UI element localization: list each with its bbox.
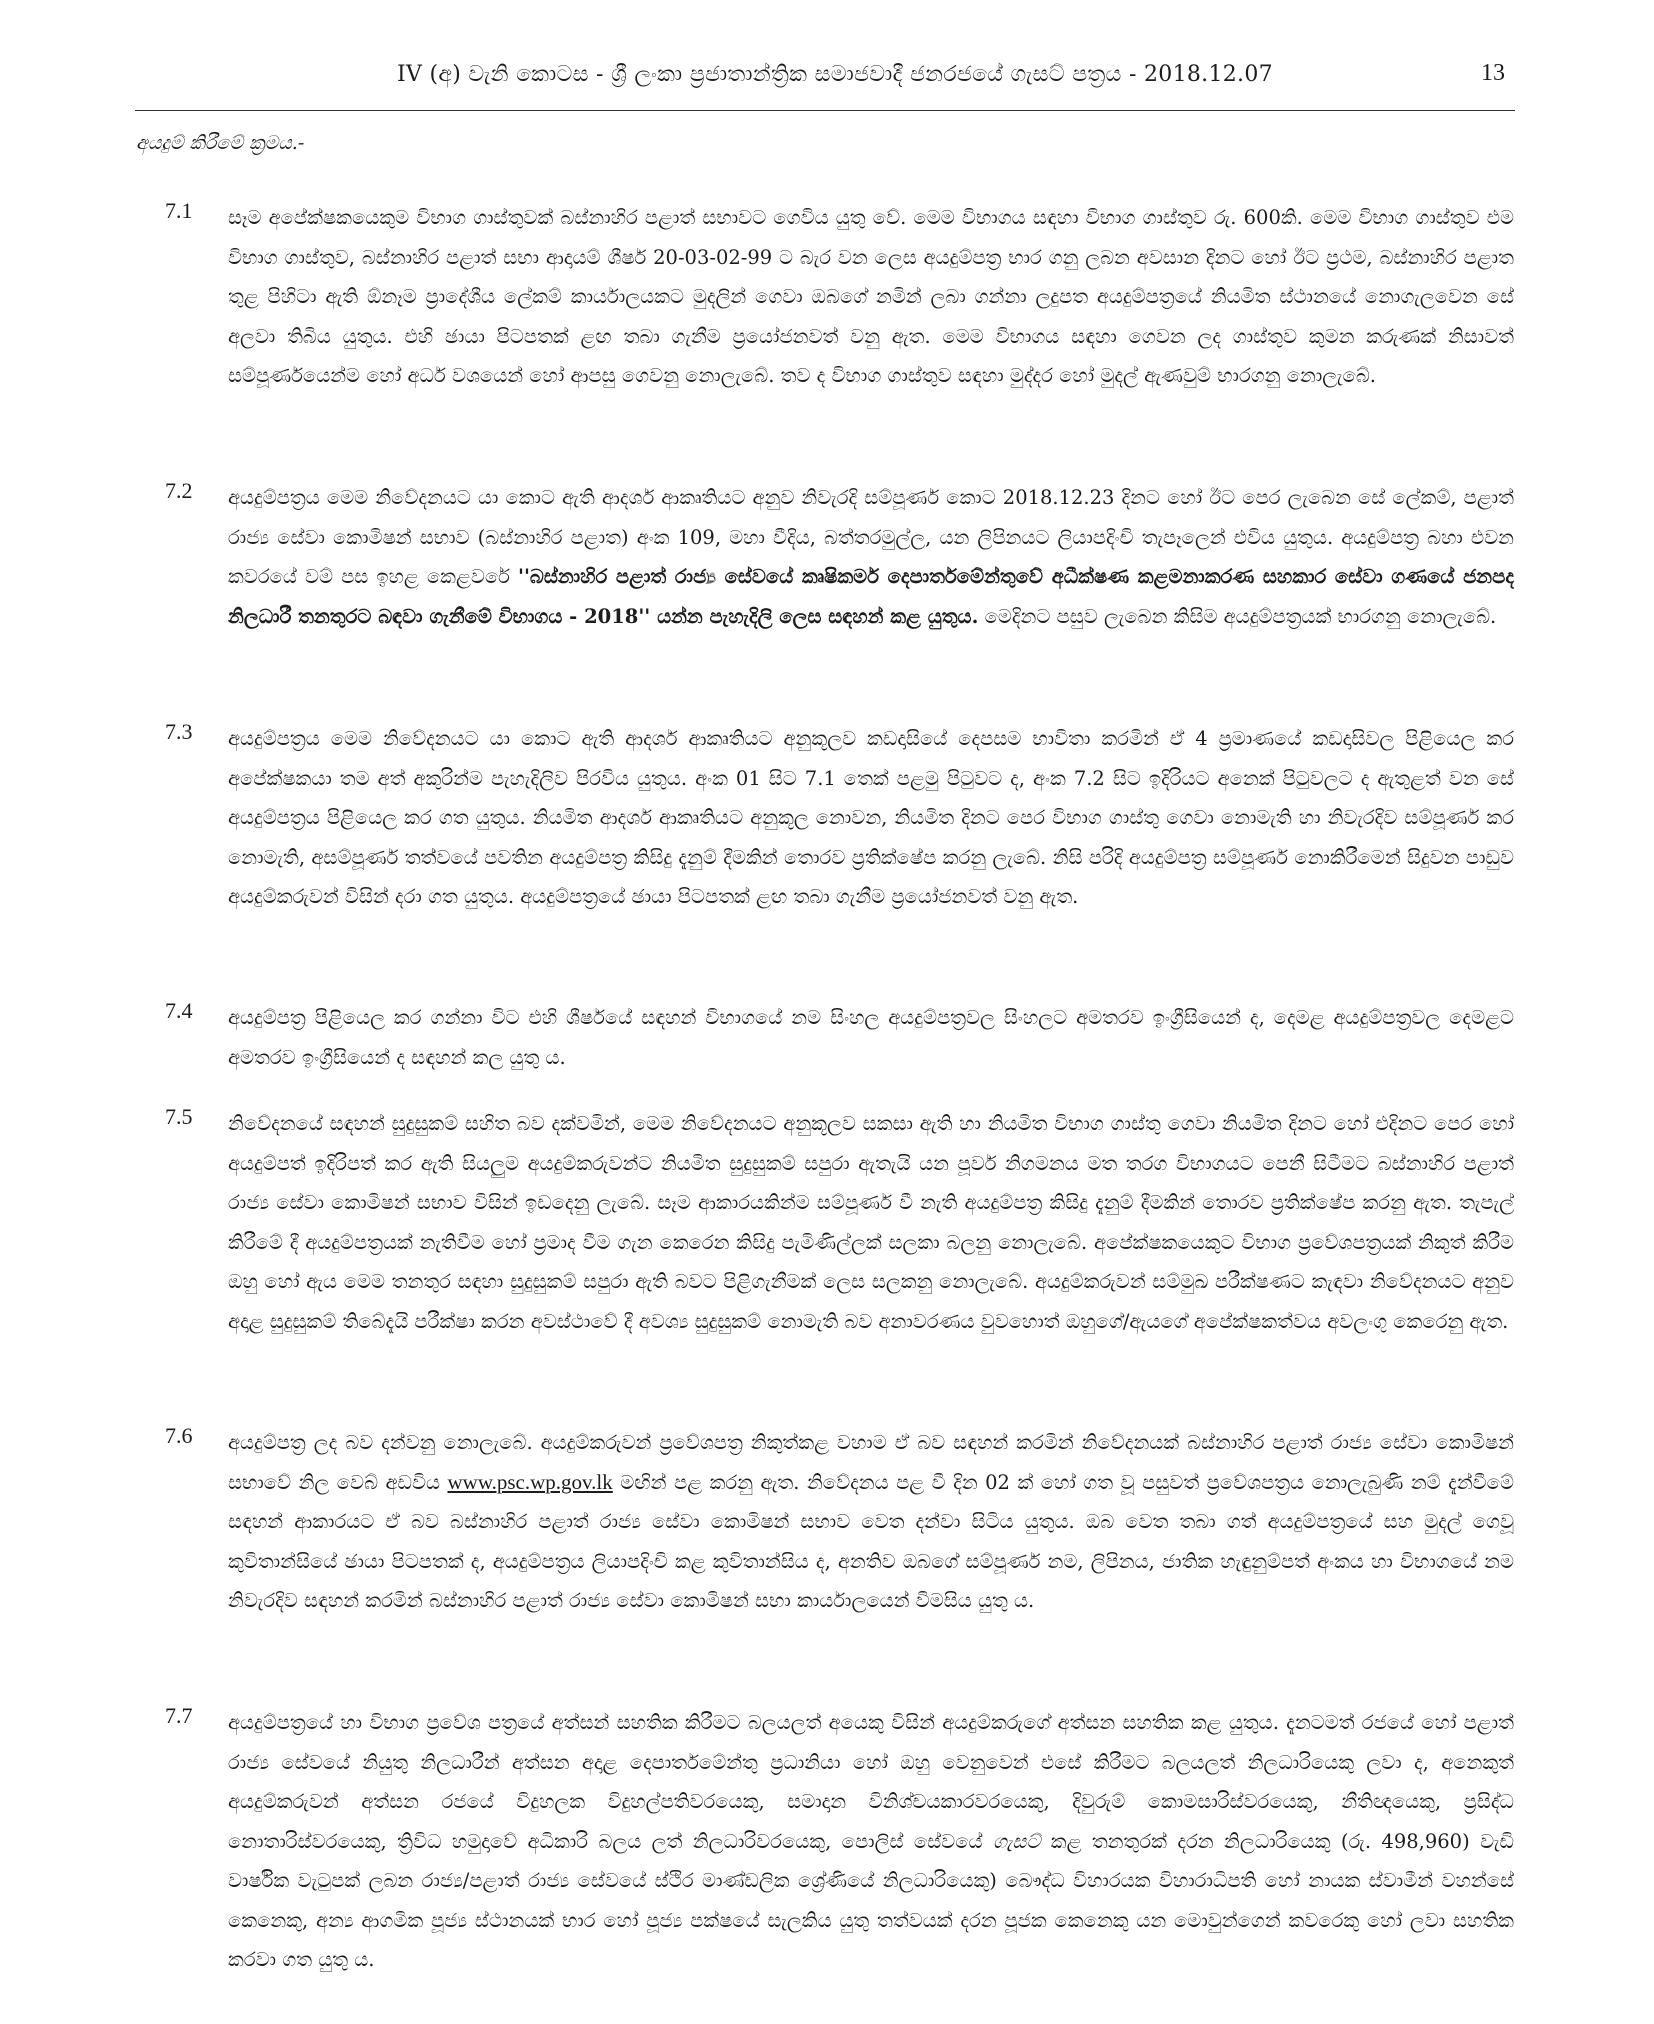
paragraph-text-part: මඟින් පළ කරනු ඇත. නිවේදනය පළ වී දින 02 ක් හෝ ගත වූ පසුවත් ප්‍රවේශපත්‍රය නොලැබුණි නම් දැන්වීමේ සඳහන් ආකාරයට ඒ බව බස්නාහිර පළාත් රාජ්‍ය සේවා කොමිෂන් සභාව වෙත දන්වා සිටිය යුතුය. ඔබ වෙත තබා ගත් අයදුම්පත්‍රයේ සහ මුදල් ගෙවූ කුවිතාන්සියේ ඡායා පිටපතක් ද, අයදුම්පත්‍රය ලියාපදිංචි කළ කුවිතාන්සිය ද, අනතිව ඔබගේ සම්පූර්ණ නම, ලිපිනය, ජාතික හැඳුනුම්පත් අංකය හා විභාගයේ නම නිවැරදිව සඳහන් කරමින් බස්නාහිර පළාත් රාජ්‍ය සේවා කොමිෂන් සභා කාර්යාලයෙන් විමසිය යුතු ය. <box>228 1470 1514 1612</box>
paragraph-text: අයදුම්පත්‍රය මෙම නිවේදනයට යා කොට ඇති ආදර්ශ ආකෘතියට අනුකූලව කඩදාසියේ දෙපසම භාවිතා කරමින් ඒ 4 ප්‍රමාණයේ කඩදාසිවල පිළියෙල කර අපේක්ෂකයා තම අත් අකුරින්ම පැහැදිලිව පිරවිය යුතුය. අංක 01 සිට 7.1 තෙක් පළමු පිටුවට ද, අංක 7.2 සිට ඉදිරියට අනෙක් පිටුවලට ද ඇතුළත් වන සේ අයදුම්පත්‍රය පිළියෙල කර ගත යුතුය. නියමිත ආදර්ශ ආකෘතියට අනුකූල නොවන, නියමිත දිනට පෙර විභාග ගාස්තු ගෙවා නොමැති හා නිවැරදිව සම්පූර්ණ කර නොමැති, අසම්පූර්ණ තත්වයේ පවතින අයදුම්පත්‍ර කිසිදු දැනුම් දීමකින් තොරව ප්‍රතික්ෂේප කරනු ලැබේ. නිසි පරිදි අයදුම්පත්‍ර සම්පූර්ණ නොකිරීමෙන් සිදුවන පාඩුව අයදුම්කරුවන් විසින් දරා ගත යුතුය. අයදුම්පත්‍රයේ ඡායා පිටපතක් ළඟ තබා ගැනීම ප්‍රයෝජනවත් වනු ඇත. <box>228 727 1514 908</box>
paragraph-text-part: අයදුම්පත්‍රය මෙම නිවේදනයට යා කොට ඇති ආදර්ශ ආකෘතියට අනුව නිවැරදි සම්පූර්ණ කොට 2018.12.23 දිනට හෝ ඊට පෙර ලැබෙන සේ ලේකම්, පළාත් රාජ්‍ය සේවා කොමිෂන් සභාව (බස්නාහිර පළාත) අංක 109, මහා වීදිය, බත්තරමුල්ල, යන ලිපිනයට ලියාපදිංචි තැපෑලෙන් එවිය යුතුය. අයදුම්පත්‍ර බහා එවන කවරයේ වම් පස ඉහළ කෙළවරේ <box>228 486 1514 588</box>
website-link[interactable]: www.psc.wp.gov.lk <box>447 1469 613 1494</box>
paragraph-number: 7.3 <box>165 719 193 744</box>
paragraph-text <box>228 478 1514 636</box>
paragraph-text: නිවේදනයේ සඳහන් සුදුසුකම් සහිත බව දක්වමින්, මෙම නිවේදනයට අනුකූලව සකසා ඇති හා නියමිත විභාග ගාස්තු ගෙවා නියමිත දිනට හෝ එදිනට පෙර හෝ අයදුම්පත් ඉදිරිපත් කර ඇති සියලුම අයදුම්කරුවන්ට නියමිත සුදුසුකම් සපුරා ඇතැයි යන පූර්ව නිගමනය මත තරග විභාගයට පෙනී සිටීමට බස්නාහිර පළාත් රාජ්‍ය සේවා කොමිෂන් සභාව විසින් ඉඩදෙනු ලැබේ. සෑම ආකාරයකින්ම සම්පූර්ණ වී නැති අයදුම්පත්‍ර කිසිදු දැනුම් දීමකින් තොරව ප්‍රතික්ෂේප කරනු ඇත. තැපැල් කිරීමේ දී අයදුම්පත්‍රයක් නැතිවීම හෝ ප්‍රමාද වීම ගැන කෙරෙන කිසිදු පැමිණිල්ලක් සලකා බලනු නොලැබේ. අපේක්ෂකයෙකුට විභාග ප්‍රවේශපත්‍රයක් නිකුත් කිරීම ඔහු හෝ ඇය මෙම තනතුර සඳහා සුදුසුකම් සපුරා ඇති බවට පිළිගැනීමක් ලෙස සලකනු නොලැබේ. අයදුම්කරුවන් සම්මුඛ පරීක්ෂණට කැඳවා නිවේදනයට අනුව අදාළ සුදුසුකම් තිබේදැයි පරීක්ෂා කරන අවස්ථාවේ දී අවශ්‍ය සුදුසුකම් නොමැති බව අනාවරණය වුවහොත් ඔහුගේ/ඇයගේ අපේක්ෂකත්වය අවලංගු කෙරෙනු ඇත. <box>228 1112 1514 1333</box>
paragraph-text <box>228 1703 1514 1980</box>
paragraph-text: සෑම අපේක්ෂකයෙකුම විභාග ගාස්තුවක් බස්නාහිර පළාත් සභාවට ගෙවිය යුතු වේ. මෙම විභාගය සඳහා විභාග ගාස්තුව රු. 600කි. මෙම විභාග ගාස්තුව එම විභාග ගාස්තුව, බස්නාහිර පළාත් සභා ආදායම් ශීර්ෂ 20-03-02-99 ට බැර වන ලෙස අයදුම්පත්‍ර භාර ගනු ලබන අවසාන දිනට හෝ ඊට ප්‍රථම, බස්නාහිර පළාත තුළ පිහිටා ඇති ඕනෑම ප්‍රාදේශීය ලේකම් කාර්යාලයකට මුදලින් ගෙවා ඔබගේ නමින් ලබා ගන්නා ලදුපත අයදුම්පත්‍රයේ නියමිත ස්ථානයේ නොගැලවෙන සේ අලවා තිබිය යුතුය. එහි ඡායා පිටපතක් ළඟ තබා ගැනීම ප්‍රයෝජනවත් වනු ඇත. මෙම විභාගය සඳහා ගෙවන ලද ගාස්තුව කුමන කරුණක් නිසාවත් සම්පූර්ණයෙන්ම හෝ අර්ධ වශයෙන් හෝ ආපසු ගෙවනු නොලැබේ. තව ද විභාග ගාස්තුව සඳහා මුද්දර හෝ මුදල් ඇණවුම් භාරගනු නොලැබේ. <box>228 206 1514 387</box>
section-heading: අයදුම් කිරීමේ ක්‍රමය.- <box>136 132 305 154</box>
exam-name-bold: ''බස්නාහිර පළාත් රාජ්‍ය සේවයේ කෘෂිකර්ම දෙපාර්තමේන්තුවේ අධීක්ෂණ කළමනාකරණ සහකාර සේවා ගණයේ ජනපද නිලධාරී තනතුරට බඳවා ගැනීමේ විභාගය - 2018'' යන්න පැහැදිලි ලෙස සඳහන් කළ යුතුය. <box>228 565 1514 628</box>
paragraph-text-part: අයදුම්පත්‍ර ලද බව දන්වනු නොලැබේ. අයදුම්කරුවන් ප්‍රවේශපත්‍ර නිකුත්කළ වහාම ඒ බව සඳහන් කරමින් නිවේදනයක් බස්නාහිර පළාත් රාජ්‍ය සේවා කොමිෂන් සභාවේ නිල වෙබ් අඩවිය <box>228 1431 1514 1494</box>
paragraph-number: 7.4 <box>165 998 193 1023</box>
paragraph-number: 7.7 <box>165 1703 193 1728</box>
paragraph-text <box>228 1423 1514 1621</box>
page-header <box>135 58 1515 111</box>
paragraph-number: 7.2 <box>165 478 193 503</box>
paragraph-text: අයදුම්පත්‍ර පිළියෙල කර ගන්නා විට එහි ශීර්ෂයේ සඳහන් විභාගයේ නම සිංහල අයදුම්පත්‍රවල සිංහලට අමතරව ඉංග්‍රීසියෙන් ද, දෙමළ අයදුම්පත්‍රවල දෙමළට අමතරව ඉංග්‍රීසියෙන් ද සඳහන් කල යුතු ය. <box>228 1006 1514 1069</box>
paragraph-number: 7.6 <box>165 1423 193 1448</box>
paragraph-text-part: අයදුම්පත්‍රයේ හා විභාග ප්‍රවේශ පත්‍රයේ අත්සන් සහතික කිරීමට බලයලත් අයෙකු විසින් අයදුම්කරුගේ අත්සන සහතික කළ යුතුය. දැනටමත් රජයේ හෝ පළාත් රාජ්‍ය සේවයේ නියුතු නිලධාරීන් අත්සන අදාළ දෙපාර්තමේන්තු ප්‍රධානියා හෝ ඔහු වෙනුවෙන් එසේ කිරීමට බලයලත් නිලධාරියෙකු ලවා ද, අනෙකුත් අයදුම්කරුවන් අත්සන රජයේ විදුහලක විදුහල්පතිවරයෙකු, සමාදාන විනිශ්චයකාරවරයෙකු, දිවුරුම් කොමසාරිස්වරයෙකු, නීතිඥයෙකු, ප්‍රසිද්ධ නොතාරිස්වරයෙකු, ත්‍රිවිධ හමුදාවේ අධිකාරි බලය ලත් නිලධාරිවරයෙකු, පොලිස් සේවයේ <box>228 1711 1514 1853</box>
page-number: 13 <box>1481 60 1505 86</box>
italic-word: ගැසට් <box>992 1829 1041 1853</box>
paragraph-text-part: කළ තනතුරක් දරන නිලධාරියෙකු (රු. 498,960) වැඩි වාර්ෂික වැටුපක් ලබන රාජ්‍ය/පළාත් රාජ්‍ය සේවයේ ස්ථිර මාණ්ඩලික ශ්‍රේණියේ නිලධාරියෙකු) බෞද්ධ විහාරයක විහාරාධිපති හෝ නායක ස්වාමීන් වහන්සේ කෙනෙකු, අන්‍ය ආගමික පූජ්‍ය ස්ථානයක් භාර හෝ පූජ්‍ය පක්ෂයේ සැලකිය යුතු තත්වයක් දරන පූජක කෙනෙකු යන මොවුන්ගෙන් කවරෙකු හෝ ලවා සහතික කරවා ගත යුතු ය. <box>228 1829 1514 1971</box>
paragraph-number: 7.1 <box>165 198 193 223</box>
paragraph-text-part: මෙදිනට පසුව ලැබෙන කිසිම අයදුම්පත්‍රයක් භාරගනු නොලැබේ. <box>978 604 1497 628</box>
header-title: IV (අ) වැනි කොටස - ශ්‍රී ලංකා ප්‍රජාතාන්ත්‍රික සමාජවාදී ජනරජයේ ගැසට් පත්‍රය - 2018.12.07 <box>397 62 1273 87</box>
paragraph-number: 7.5 <box>165 1104 193 1129</box>
